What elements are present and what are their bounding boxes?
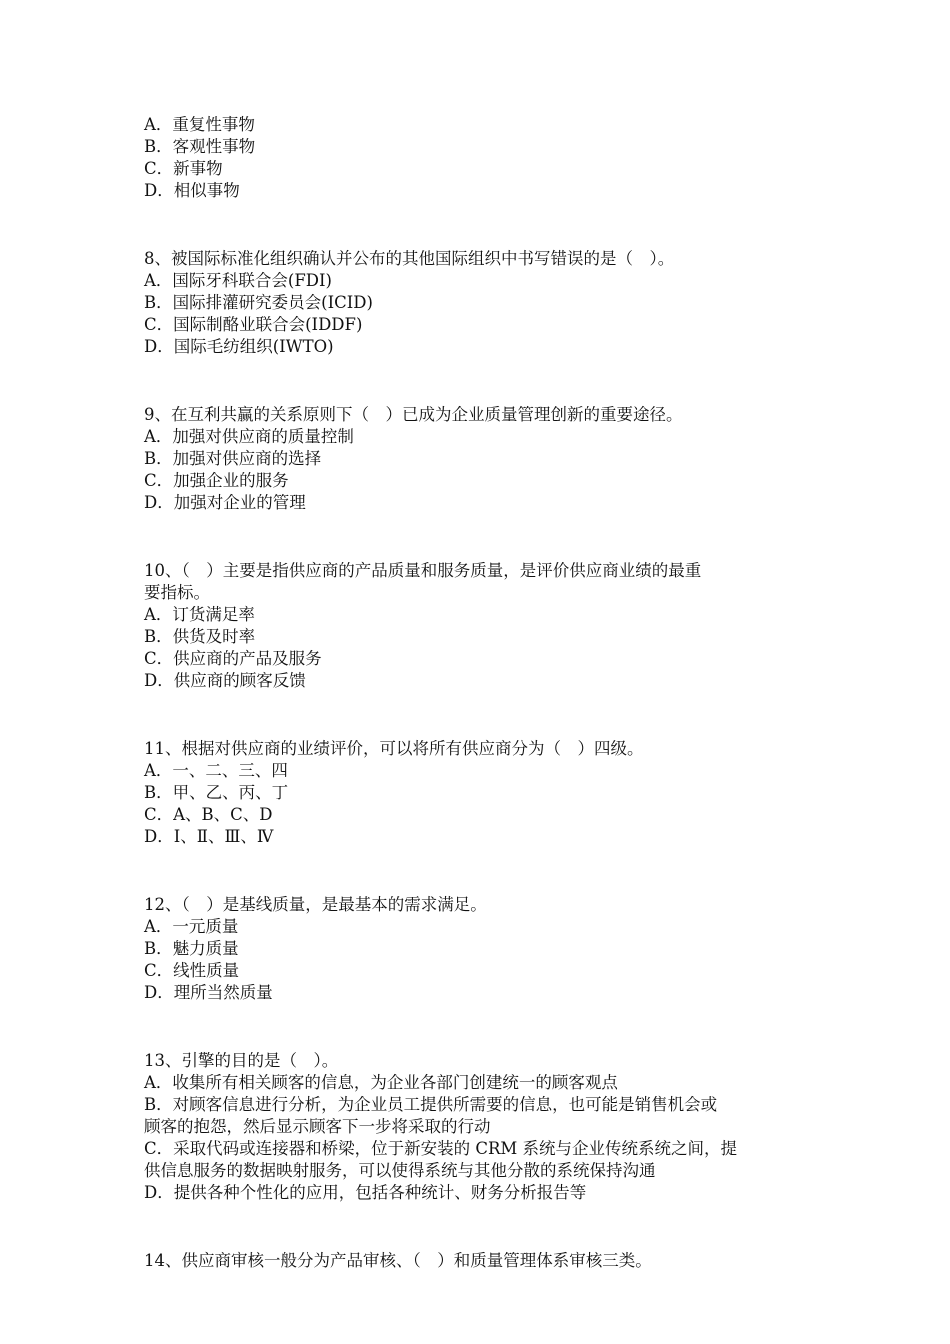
answer-option: D．提供各种个性化的应用，包括各种统计、财务分析报告等 (144, 1183, 587, 1202)
answer-option: B．魅力质量 (144, 939, 239, 958)
question-text: 8、被国际标准化组织确认并公布的其他国际组织中书写错误的是（ ）。 (144, 249, 675, 268)
answer-option: 供信息服务的数据映射服务，可以使得系统与其他分散的系统保持沟通 (144, 1161, 656, 1180)
question-text: 9、在互利共赢的关系原则下（ ）已成为企业质量管理创新的重要途径。 (144, 405, 683, 424)
answer-option: C．国际制酪业联合会(IDDF) (144, 315, 363, 334)
answer-option: D．相似事物 (144, 181, 240, 200)
answer-option: C．加强企业的服务 (144, 471, 289, 490)
question-block (144, 1050, 816, 1204)
question-block (144, 404, 816, 514)
answer-option: D．Ⅰ、Ⅱ、Ⅲ、Ⅳ (144, 827, 274, 846)
question-block (144, 738, 816, 848)
question-text: 14、供应商审核一般分为产品审核、（ ）和质量管理体系审核三类。 (144, 1251, 652, 1270)
answer-option: D．供应商的顾客反馈 (144, 671, 306, 690)
question-block (144, 248, 816, 358)
answer-option: D．国际毛纺组织(IWTO) (144, 337, 334, 356)
exam-content (144, 114, 816, 1272)
answer-option: A．订货满足率 (144, 605, 255, 624)
question-block (144, 894, 816, 1004)
answer-option: A．重复性事物 (144, 115, 255, 134)
question-block (144, 560, 816, 692)
answer-option: A．收集所有相关顾客的信息，为企业各部门创建统一的顾客观点 (144, 1073, 618, 1092)
answer-option: D．加强对企业的管理 (144, 493, 306, 512)
question-text: 13、引擎的目的是（ ）。 (144, 1051, 339, 1070)
answer-option: C．采取代码或连接器和桥梁，位于新安装的 CRM 系统与企业传统系统之间，提 (144, 1139, 738, 1158)
question-text: 12、（ ）是基线质量，是最基本的需求满足。 (144, 895, 487, 914)
answer-option: C．A、B、C、D (144, 805, 273, 824)
answer-option: B．甲、乙、丙、丁 (144, 783, 289, 802)
answer-option: C．线性质量 (144, 961, 240, 980)
answer-option: B．加强对供应商的选择 (144, 449, 322, 468)
answer-option: C．供应商的产品及服务 (144, 649, 322, 668)
question-block (144, 1250, 816, 1272)
answer-option: B．对顾客信息进行分析，为企业员工提供所需要的信息，也可能是销售机会或 (144, 1095, 718, 1114)
answer-option: A．国际牙科联合会(FDI) (144, 271, 332, 290)
answer-option: 顾客的抱怨，然后显示顾客下一步将采取的行动 (144, 1117, 491, 1136)
question-text: 10、（ ）主要是指供应商的产品质量和服务质量，是评价供应商业绩的最重 (144, 561, 702, 580)
answer-option: A．一元质量 (144, 917, 239, 936)
answer-option: B．国际排灌研究委员会(ICID) (144, 293, 373, 312)
answer-option: D．理所当然质量 (144, 983, 273, 1002)
answer-option: A．一、二、三、四 (144, 761, 288, 780)
answer-option: B．供货及时率 (144, 627, 256, 646)
question-text: 要指标。 (144, 583, 210, 602)
question-text: 11、根据对供应商的业绩评价，可以将所有供应商分为（ ）四级。 (144, 739, 644, 758)
answer-option: A．加强对供应商的质量控制 (144, 427, 354, 446)
answer-option: B．客观性事物 (144, 137, 256, 156)
question-block (144, 114, 816, 202)
answer-option: C．新事物 (144, 159, 223, 178)
